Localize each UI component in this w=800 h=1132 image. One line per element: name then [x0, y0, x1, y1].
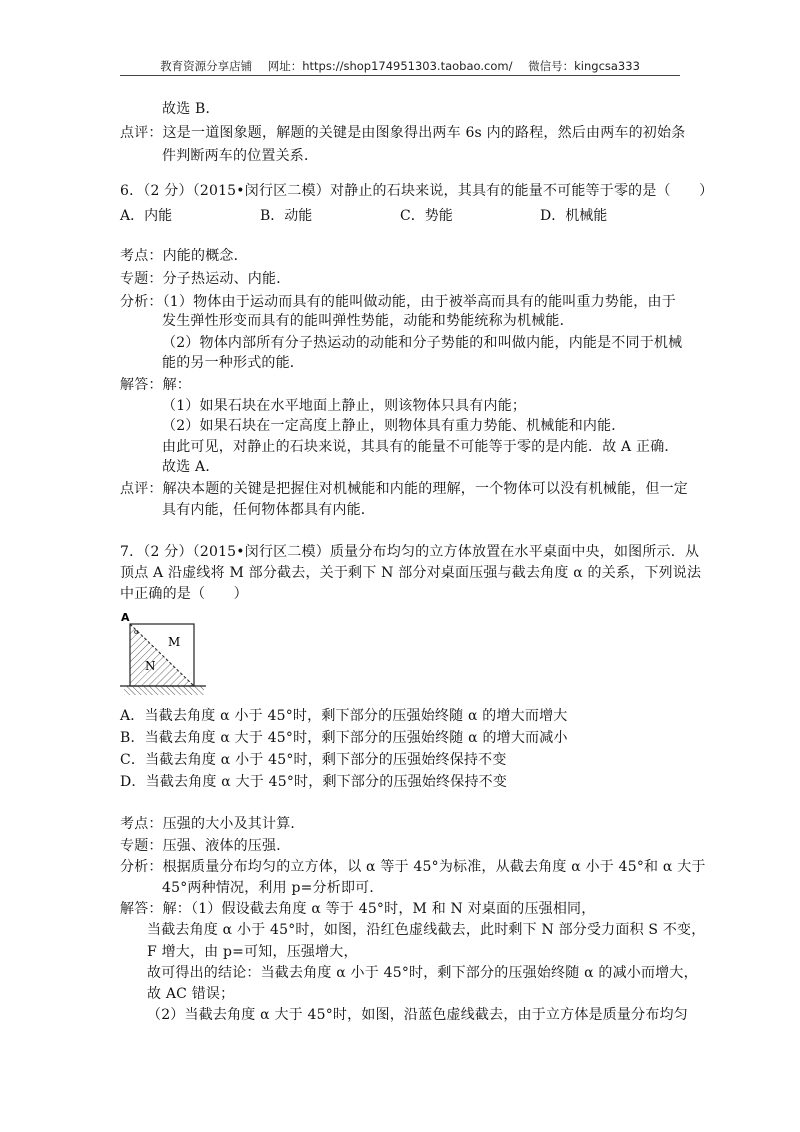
q5-comment-line-1: 点评：这是一道图象题，解题的关键是由图象得出两车 6s 内的路程，然后由两车的初始条	[120, 125, 686, 141]
q7-jieda-line-5: 故 AC 错误；	[147, 986, 235, 1002]
cube-figure	[118, 610, 208, 698]
q7-jieda-line-4: 故可得出的结论：当截去角度 α 小于 45°时，剩下部分的压强始终随 α 的减小而增大，	[147, 965, 698, 981]
q7-jieda-line-2: 当截去角度 α 小于 45°时，如图，沿红色虚线截去，此时剩下 N 部分受力面积 S 不变，	[147, 922, 706, 938]
m-label: M	[168, 635, 181, 649]
q6-zhuanti: 专题：分子热运动、内能．	[120, 271, 291, 287]
header-rule	[120, 75, 680, 76]
wechat-label: 微信号：	[528, 59, 575, 73]
q6-jieda-line-5: 故选 A．	[162, 459, 220, 475]
q6-jieda-line-3: （2）如果石块在一定高度上静止，则物体具有重力势能、机械能和内能．	[162, 418, 626, 434]
shop-url	[268, 59, 513, 73]
q6-option-c: C．势能	[400, 208, 453, 224]
q5-answer: 故选 B．	[162, 101, 220, 117]
vertex-a-label: A	[121, 611, 130, 624]
q7-stem-line-2: 顶点 A 沿虚线将 M 部分截去，关于剩下 N 部分对桌面压强与截去角度 α 的关系，下列说法	[120, 565, 702, 581]
q7-jieda-line-3: F 增大，由 p=可知，压强增大，	[147, 944, 358, 960]
q7-zhuanti: 专题：压强、液体的压强．	[120, 838, 291, 854]
url-label: 网址：	[267, 59, 303, 73]
q6-jieda-line-1: 解答：解：	[120, 377, 191, 393]
q7-option-b: B．当截去角度 α 大于 45°时，剩下部分的压强始终随 α 的增大而减小	[120, 730, 568, 746]
q6-fenxi-line-2: 发生弹性形变而具有的能叫弹性势能，动能和势能统称为机械能．	[162, 313, 574, 329]
wechat-id	[528, 59, 640, 73]
q7-jieda-line-1: 解答：解：（1）假设截去角度 α 等于 45°时，M 和 N 对桌面的压强相同，	[120, 901, 596, 917]
q7-option-a: A．当截去角度 α 小于 45°时，剩下部分的压强始终随 α 的增大而增大	[120, 708, 568, 724]
q7-option-d: D．当截去角度 α 大于 45°时，剩下部分的压强始终保持不变	[120, 774, 508, 790]
q6-fenxi-line-3: （2）物体内部所有分子热运动的动能和分子势能的和叫做内能，内能是不同于机械	[162, 335, 683, 351]
q6-stem: 6．（2 分）（2015•闵行区二模）对静止的石块来说，其具有的能量不可能等于零的是（ ）	[120, 183, 714, 199]
q7-fenxi-line-2: 45°两种情况，利用 p=分析即可．	[162, 880, 384, 896]
wechat-text: kingcsa333	[574, 59, 640, 73]
q7-fenxi-line-1: 分析：根据质量分布均匀的立方体，以 α 等于 45°为标准，从截去角度 α 小于 45°和 α 大于	[120, 859, 706, 875]
q7-stem-line-3: 中正确的是（ ）	[120, 586, 248, 602]
page-header	[120, 58, 680, 74]
q6-dianping-line-1: 点评：解决本题的关键是把握住对机械能和内能的理解，一个物体可以没有机械能，但一定	[120, 481, 688, 497]
q6-jieda-line-4: 由此可见，对静止的石块来说，其具有的能量不可能等于零的是内能．故 A 正确．	[162, 439, 679, 455]
table-hatch	[124, 686, 204, 695]
q6-jieda-line-2: （1）如果石块在水平地面上静止，则该物体只具有内能；	[162, 398, 527, 414]
q7-jieda-line-6: （2）当截去角度 α 大于 45°时，如图，沿蓝色虚线截去，由于立方体是质量分布均匀	[147, 1007, 688, 1023]
q7-option-c: C．当截去角度 α 小于 45°时，剩下部分的压强始终保持不变	[120, 752, 507, 768]
q7-kaodian: 考点：压强的大小及其计算．	[120, 816, 305, 832]
n-label: N	[145, 659, 156, 673]
q6-kaodian: 考点：内能的概念．	[120, 248, 248, 264]
alpha-label: α	[134, 628, 139, 636]
q6-option-b: B．动能	[260, 208, 313, 224]
q6-dianping-line-2: 具有内能，任何物体都具有内能．	[162, 502, 375, 518]
q5-comment-line-2: 件判断两车的位置关系．	[162, 148, 319, 164]
q7-stem-line-1: 7．（2 分）（2015•闵行区二模）质量分布均匀的立方体放置在水平桌面中央，如图所示．从	[120, 544, 700, 560]
q6-option-d: D．机械能	[540, 208, 608, 224]
shop-name: 教育资源分享店铺	[160, 59, 253, 73]
url-text: https://shop174951303.taobao.com/	[302, 59, 513, 73]
q6-option-a: A．内能	[120, 208, 173, 224]
q6-fenxi-line-4: 能的另一种形式的能．	[162, 355, 304, 371]
q6-fenxi-line-1: 分析：（1）物体由于运动而具有的能叫做动能，由于被举高而具有的能叫重力势能，由于	[120, 294, 676, 310]
